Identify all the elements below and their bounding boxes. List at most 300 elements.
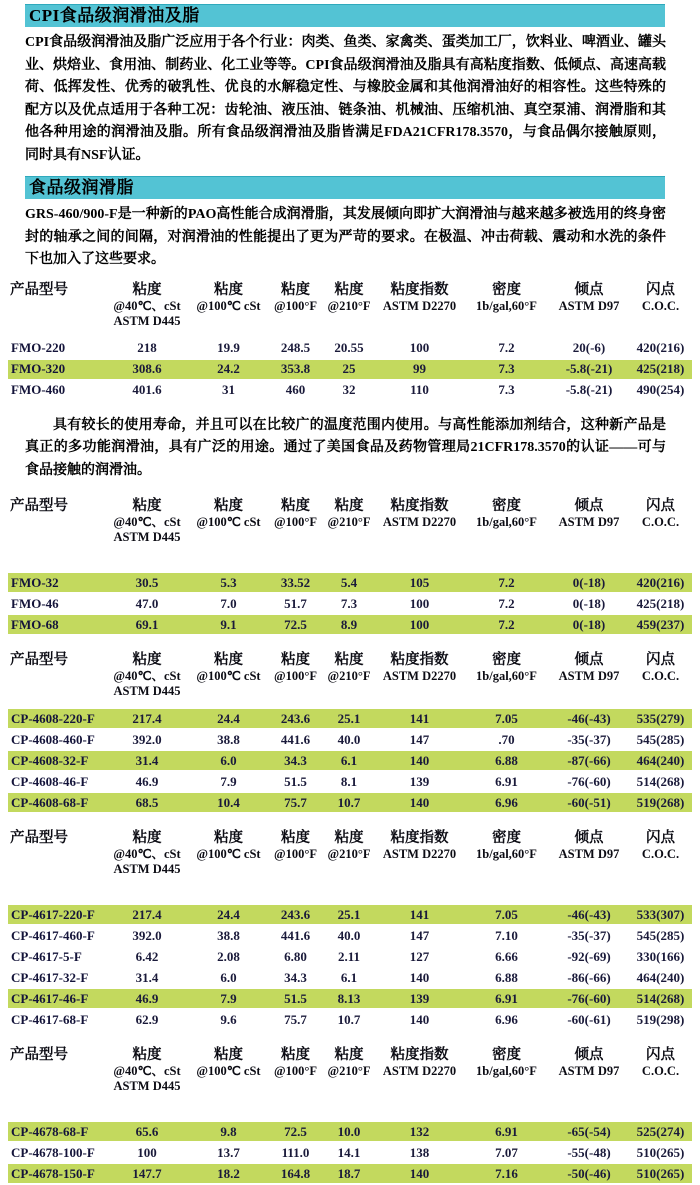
- column-header-line: ASTM D97: [558, 1064, 620, 1078]
- column-header-line: ASTM D97: [558, 847, 620, 861]
- spec-value: 25: [323, 360, 375, 379]
- column-header-line: 产品型号: [10, 1047, 68, 1063]
- column-header-line: 粘度: [214, 652, 243, 668]
- spec-value: 32: [342, 382, 356, 397]
- column-header: [464, 282, 549, 329]
- spec-value: 24.2: [189, 360, 268, 379]
- product-model: FMO-220: [11, 340, 66, 355]
- spec-value: -5.8(-21): [565, 382, 613, 397]
- table-header-row: [8, 282, 692, 329]
- column-header-line: C.O.C.: [641, 1064, 680, 1078]
- spec-value: 2.08: [217, 948, 240, 964]
- column-header-line: ASTM D2270: [382, 515, 457, 529]
- spec-value: 140: [409, 1011, 430, 1027]
- column-header-line: 粘度指数: [390, 498, 449, 514]
- column-header: [105, 1047, 189, 1094]
- spec-value: 18.7: [323, 1164, 375, 1183]
- column-header-line: 粘度: [281, 652, 310, 668]
- spec-value: 7.07: [495, 1144, 518, 1160]
- product-model: FMO-68: [8, 615, 105, 634]
- spec-value: 8.1: [340, 773, 358, 789]
- spec-value: 6.0: [189, 751, 268, 770]
- spec-value: 519(268): [629, 793, 692, 812]
- spec-value: 6.91: [495, 773, 518, 789]
- spec-value: 7.9: [189, 989, 268, 1008]
- column-header-line: 粘度指数: [390, 1047, 449, 1063]
- column-header: [323, 1047, 375, 1094]
- spec-value: 31: [222, 382, 235, 397]
- spec-value: 75.7: [268, 793, 323, 812]
- spec-value: -60(-61): [567, 1011, 611, 1027]
- table-row: [8, 615, 692, 634]
- column-header-line: 产品型号: [10, 830, 68, 846]
- column-header: [629, 282, 692, 329]
- column-header: [549, 652, 629, 699]
- column-header: [549, 830, 629, 877]
- column-header: [8, 498, 105, 545]
- spec-value: 6.1: [323, 751, 375, 770]
- column-header-line: 粘度: [214, 498, 243, 514]
- spec-value: 51.7: [284, 595, 307, 611]
- spec-table-cp-4617: [8, 828, 692, 1031]
- product-model: CP-4608-68-F: [8, 793, 105, 812]
- spec-value: 7.10: [495, 927, 518, 943]
- column-header: [189, 830, 268, 877]
- spec-value: 47.0: [135, 595, 159, 611]
- table-header-row: [8, 652, 692, 699]
- column-header: [375, 498, 464, 545]
- grease-paragraph: GRS-460/900-F是一种新的PAO高性能合成润滑脂，其发展倾向即扩大润滑油与越来越多被选用的终身密封的轴承之间的间隔，对润滑油的性能提出了更为严苛的要求。在极温、冲击荷载、震动和水洗的条件下也加入了这些要求。: [25, 207, 666, 267]
- column-header: [189, 498, 268, 545]
- column-header: [268, 652, 323, 699]
- spec-value: -46(-43): [549, 709, 629, 728]
- spec-value: 24.4: [189, 709, 268, 728]
- spec-value: 6.42: [135, 948, 159, 964]
- product-model: FMO-32: [8, 573, 105, 592]
- column-header-line: ASTM D445: [113, 530, 181, 544]
- spec-value: 545(285): [636, 731, 685, 747]
- spec-value: 110: [410, 382, 429, 397]
- spec-value: 31.4: [135, 969, 159, 985]
- spec-value: 24.4: [189, 905, 268, 924]
- spec-value: 248.5: [280, 340, 311, 355]
- column-header-line: 粘度: [132, 830, 162, 846]
- spec-value: 7.3: [464, 360, 549, 379]
- spec-value: 441.6: [280, 927, 311, 943]
- column-header-line: C.O.C.: [641, 847, 680, 861]
- spec-value: -46(-43): [549, 905, 629, 924]
- column-header: [629, 498, 692, 545]
- spec-value: 6.66: [495, 948, 518, 964]
- spec-value: 10.0: [323, 1122, 375, 1141]
- spec-value: 330(166): [636, 948, 685, 964]
- spec-value: 392.0: [132, 731, 162, 747]
- column-header-line: @100℃ cSt: [196, 669, 261, 683]
- column-header: [189, 282, 268, 329]
- table-header-row: [8, 498, 692, 545]
- table-row: [8, 751, 692, 770]
- table-row: [8, 947, 692, 966]
- spec-value: 7.05: [464, 905, 549, 924]
- column-header-line: @100℃ cSt: [196, 515, 261, 529]
- product-model: CP-4617-460-F: [11, 927, 95, 943]
- column-header: [105, 282, 189, 329]
- spec-value: 519(298): [636, 1011, 685, 1027]
- column-header-line: 倾点: [574, 498, 604, 514]
- table-row: [8, 905, 692, 924]
- spec-value: 6.88: [464, 751, 549, 770]
- column-header-line: @40℃、cSt: [113, 515, 181, 529]
- spec-value: 7.2: [498, 595, 515, 611]
- spec-value: 441.6: [280, 731, 311, 747]
- column-header: [629, 830, 692, 877]
- spec-value: 0(-18): [549, 573, 629, 592]
- spec-value: 9.6: [220, 1011, 237, 1027]
- column-header-line: 1b/gal,60°F: [476, 1064, 537, 1078]
- column-header-line: 密度: [492, 281, 521, 298]
- column-header: [323, 498, 375, 545]
- spec-value: 111.0: [281, 1144, 310, 1160]
- column-header: [629, 652, 692, 699]
- product-model: FMO-46: [11, 595, 59, 611]
- column-header-line: 粘度: [132, 652, 162, 668]
- column-header-line: @210°F: [327, 1064, 371, 1078]
- column-header-line: 粘度指数: [390, 652, 449, 668]
- spec-value: 147.7: [105, 1164, 189, 1183]
- spec-value: -5.8(-21): [549, 360, 629, 379]
- spec-value: 425(218): [636, 595, 685, 611]
- spec-value: 9.8: [189, 1122, 268, 1141]
- column-header-line: ASTM D97: [558, 669, 620, 683]
- spec-value: 6.0: [220, 969, 237, 985]
- product-model: CP-4608-32-F: [8, 751, 105, 770]
- section-header-main: [25, 4, 665, 27]
- spec-value: 62.9: [135, 1011, 159, 1027]
- spec-value: 510(265): [629, 1164, 692, 1183]
- spec-value: 51.5: [284, 773, 307, 789]
- table-row: [8, 793, 692, 812]
- table-row: [8, 339, 692, 358]
- column-header-line: @210°F: [327, 669, 371, 683]
- table-row: [8, 926, 692, 945]
- spec-value: 6.91: [464, 989, 549, 1008]
- product-model: FMO-320: [8, 360, 105, 379]
- column-header-line: 闪点: [646, 830, 675, 846]
- spec-value: 535(279): [629, 709, 692, 728]
- spec-value: 353.8: [268, 360, 323, 379]
- table-row: [8, 730, 692, 749]
- column-header: [464, 652, 549, 699]
- spec-value: 7.3: [340, 595, 358, 611]
- column-header-line: @100°F: [273, 298, 317, 313]
- column-header: [375, 282, 464, 329]
- column-header: [375, 830, 464, 877]
- spec-value: 6.1: [340, 969, 358, 985]
- column-header-line: 闪点: [646, 1047, 675, 1063]
- spec-value: 7.0: [220, 595, 237, 611]
- spec-value: 72.5: [268, 615, 323, 634]
- spec-value: -92(-69): [567, 948, 611, 964]
- spec-value: 7.9: [220, 773, 237, 789]
- column-header-line: 粘度: [334, 281, 364, 298]
- table-row: [8, 573, 692, 592]
- column-header-line: ASTM D445: [113, 684, 181, 698]
- spec-value: -76(-60): [549, 989, 629, 1008]
- product-model: CP-4608-220-F: [8, 709, 105, 728]
- intro-paragraph: CPI食品级润滑油及脂广泛应用于各个行业：肉类、鱼类、家禽类、蛋类加工厂，饮料业、啤酒业、罐头业、烘焙业、食用油、制药业、化工业等等。CPI食品级润滑油及脂具有高粘度指数、低倾点、高速高载荷、低挥发性、优秀的破乳性、优良的水解稳定性、与橡胶金属和其他润滑油好的相容性。这些特殊的配方以及优点适用于各种工况：齿轮油、液压油、链条油、机械油、压缩机油、真空泵浦、润滑脂和其他各种用途的润滑油及脂。所有食品级润滑油及脂皆满足FDA21CFR178.3570，与食品偶尔接触原则，同时具有NSF认证。: [25, 35, 666, 163]
- spec-value: 127: [409, 948, 430, 964]
- spec-value: 46.9: [105, 989, 189, 1008]
- column-header: [8, 282, 105, 329]
- column-header-line: ASTM D97: [558, 298, 620, 313]
- table-row: [8, 1122, 692, 1141]
- spec-value: 9.1: [189, 615, 268, 634]
- spec-value: 0(-18): [572, 595, 606, 611]
- table-row: [8, 360, 692, 379]
- column-header: [323, 652, 375, 699]
- column-header-line: 密度: [492, 652, 521, 668]
- column-header: [105, 652, 189, 699]
- spec-value: 10.4: [189, 793, 268, 812]
- spec-value: 38.8: [217, 927, 240, 943]
- column-header-line: 粘度指数: [390, 281, 449, 298]
- column-header-line: @40℃、cSt: [113, 847, 181, 861]
- column-header-line: @100°F: [273, 1064, 317, 1078]
- table-row: [8, 1010, 692, 1029]
- spec-value: -86(-66): [567, 969, 611, 985]
- spec-value: 6.96: [495, 1011, 518, 1027]
- spec-value: 459(237): [629, 615, 692, 634]
- spec-value: 6.96: [464, 793, 549, 812]
- spec-value: 464(240): [629, 751, 692, 770]
- spec-value: 14.1: [337, 1144, 361, 1160]
- spec-value: 40.0: [337, 927, 361, 943]
- spec-value: 100: [375, 615, 464, 634]
- column-header: [8, 652, 105, 699]
- column-header-line: ASTM D97: [558, 515, 620, 529]
- column-header: [268, 498, 323, 545]
- column-header-line: @100℃ cSt: [196, 1064, 261, 1078]
- spec-value: 141: [375, 905, 464, 924]
- spec-value: -35(-37): [567, 731, 611, 747]
- spec-value: 218: [137, 340, 157, 355]
- spec-value: 147: [409, 927, 430, 943]
- product-model: CP-4617-68-F: [11, 1011, 89, 1027]
- column-header-line: ASTM D2270: [382, 298, 457, 313]
- column-header-line: 倾点: [574, 281, 604, 298]
- product-model: CP-4617-5-F: [11, 948, 82, 964]
- spec-value: 5.4: [323, 573, 375, 592]
- spec-value: 6.91: [464, 1122, 549, 1141]
- product-model: CP-4617-32-F: [11, 969, 89, 985]
- cp-4617-series-table: [8, 828, 692, 1031]
- spec-table-fmo-light: [8, 496, 692, 636]
- spec-value: 243.6: [268, 905, 323, 924]
- fmo-heavy-oil-table: [8, 280, 692, 402]
- spec-value: -35(-37): [567, 927, 611, 943]
- spec-value: 140: [409, 969, 430, 985]
- column-header: [8, 830, 105, 877]
- column-header: [464, 1047, 549, 1094]
- column-header-line: 粘度: [334, 1047, 364, 1063]
- column-header: [268, 282, 323, 329]
- spec-value: 420(216): [636, 340, 685, 355]
- table-row: [8, 968, 692, 987]
- column-header-line: ASTM D445: [113, 862, 181, 876]
- spec-value: 6.80: [284, 948, 307, 964]
- spec-value: 19.9: [217, 340, 240, 355]
- table-header-row: [8, 1047, 692, 1094]
- spec-value: .70: [498, 731, 515, 747]
- spec-value: 490(254): [636, 382, 685, 397]
- column-header: [189, 652, 268, 699]
- product-model: FMO-460: [11, 382, 66, 397]
- column-header-line: 粘度: [281, 498, 310, 514]
- column-header: [375, 1047, 464, 1094]
- column-header-line: 密度: [492, 498, 521, 514]
- column-header-line: C.O.C.: [641, 298, 680, 313]
- spec-value: 533(307): [629, 905, 692, 924]
- spec-value: 139: [409, 773, 430, 789]
- spec-value: 514(268): [629, 989, 692, 1008]
- column-header: [549, 282, 629, 329]
- spec-value: 132: [375, 1122, 464, 1141]
- spec-value: 140: [375, 1164, 464, 1183]
- column-header-line: 密度: [492, 830, 521, 846]
- column-header: [8, 1047, 105, 1094]
- spec-value: 164.8: [268, 1164, 323, 1183]
- column-header: [268, 1047, 323, 1094]
- product-model: CP-4617-46-F: [8, 989, 105, 1008]
- spec-value: 72.5: [268, 1122, 323, 1141]
- mid-paragraph: 具有较长的使用寿命，并且可以在比较广的温度范围内使用。与高性能添加剂结合，这种新产品是真正的多功能润滑油，具有广泛的用途。通过了美国食品及药物管理局21CFR178.3570的认证——可与食品接触的润滑油。: [25, 417, 666, 478]
- column-header-line: 粘度: [214, 830, 243, 846]
- spec-value: 68.5: [105, 793, 189, 812]
- column-header-line: ASTM D2270: [382, 669, 457, 683]
- spec-value: 308.6: [105, 360, 189, 379]
- spec-value: 34.3: [284, 969, 307, 985]
- column-header-line: @40℃、cSt: [113, 1064, 181, 1078]
- column-header-line: 闪点: [646, 281, 675, 298]
- spec-value: 147: [409, 731, 430, 747]
- column-header-line: 1b/gal,60°F: [476, 515, 537, 529]
- spec-value: 460: [285, 382, 306, 397]
- column-header: [464, 498, 549, 545]
- spec-value: -65(-54): [549, 1122, 629, 1141]
- spec-value: 7.16: [464, 1164, 549, 1183]
- product-model: CP-4678-100-F: [11, 1144, 95, 1160]
- spec-value: 8.13: [323, 989, 375, 1008]
- section-header-grease: [25, 176, 665, 199]
- spec-value: 392.0: [132, 927, 162, 943]
- spec-value: 65.6: [105, 1122, 189, 1141]
- column-header-line: ASTM D445: [113, 313, 181, 328]
- column-header-line: 产品型号: [10, 652, 68, 668]
- spec-value: 69.1: [105, 615, 189, 634]
- spec-value: 18.2: [189, 1164, 268, 1183]
- spec-value: -87(-66): [549, 751, 629, 770]
- column-header: [189, 1047, 268, 1094]
- product-model: CP-4608-46-F: [11, 773, 89, 789]
- spec-value: 8.9: [323, 615, 375, 634]
- spec-value: 464(240): [636, 969, 685, 985]
- spec-value: 425(218): [629, 360, 692, 379]
- spec-value: 40.0: [337, 731, 361, 747]
- spec-value: 20(-6): [572, 340, 606, 355]
- column-header-line: @210°F: [327, 298, 371, 313]
- spec-value: 510(265): [636, 1144, 685, 1160]
- spec-table-fmo-heavy: [8, 280, 692, 402]
- spec-value: 34.3: [268, 751, 323, 770]
- spec-table-cp-4678: [8, 1045, 692, 1185]
- column-header-line: 密度: [492, 1047, 521, 1063]
- column-header-line: @100℃ cSt: [196, 298, 261, 313]
- column-header-line: @210°F: [327, 515, 371, 529]
- spec-value: 100: [409, 340, 430, 355]
- spec-value: 100: [409, 595, 430, 611]
- column-header-line: 产品型号: [10, 498, 68, 514]
- spec-value: 139: [375, 989, 464, 1008]
- spec-value: 401.6: [132, 382, 162, 397]
- column-header: [105, 830, 189, 877]
- column-header-line: 粘度: [132, 1047, 162, 1063]
- spec-value: 10.7: [337, 1011, 361, 1027]
- table-row: [8, 381, 692, 400]
- spec-value: -60(-51): [549, 793, 629, 812]
- spec-value: 5.3: [189, 573, 268, 592]
- spec-value: 30.5: [105, 573, 189, 592]
- spec-value: 100: [137, 1144, 157, 1160]
- column-header-line: 1b/gal,60°F: [476, 669, 537, 683]
- cp-4608-series-table: [8, 650, 692, 814]
- column-header-line: 粘度: [214, 1047, 243, 1063]
- column-header-line: 粘度: [281, 830, 310, 846]
- column-header-line: C.O.C.: [641, 515, 680, 529]
- spec-value: -76(-60): [567, 773, 611, 789]
- spec-value: 217.4: [105, 709, 189, 728]
- column-header-line: ASTM D445: [113, 1079, 181, 1093]
- column-header: [549, 498, 629, 545]
- column-header-line: @40℃、cSt: [113, 298, 181, 313]
- spec-value: 75.7: [284, 1011, 307, 1027]
- section-title-grease: 食品级润滑脂: [29, 178, 134, 197]
- spec-value: 0(-18): [549, 615, 629, 634]
- column-header-line: 粘度: [281, 281, 310, 298]
- spec-value: 33.52: [268, 573, 323, 592]
- product-model: CP-4617-220-F: [8, 905, 105, 924]
- table-row: [8, 1143, 692, 1162]
- column-header-line: 粘度: [334, 652, 364, 668]
- column-header: [375, 652, 464, 699]
- table-header-row: [8, 830, 692, 877]
- spec-value: 141: [375, 709, 464, 728]
- column-header: [105, 498, 189, 545]
- spec-value: 38.8: [217, 731, 240, 747]
- spec-value: 545(285): [636, 927, 685, 943]
- product-model: CP-4678-68-F: [8, 1122, 105, 1141]
- column-header-line: 粘度: [334, 830, 364, 846]
- column-header-line: 闪点: [646, 498, 675, 514]
- product-model: CP-4608-460-F: [11, 731, 95, 747]
- spec-value: 46.9: [135, 773, 159, 789]
- column-header-line: 倾点: [574, 652, 604, 668]
- spec-value: 51.5: [268, 989, 323, 1008]
- spec-value: 217.4: [105, 905, 189, 924]
- column-header-line: @100°F: [273, 515, 317, 529]
- column-header-line: C.O.C.: [641, 669, 680, 683]
- column-header: [464, 830, 549, 877]
- column-header-line: 产品型号: [10, 281, 68, 298]
